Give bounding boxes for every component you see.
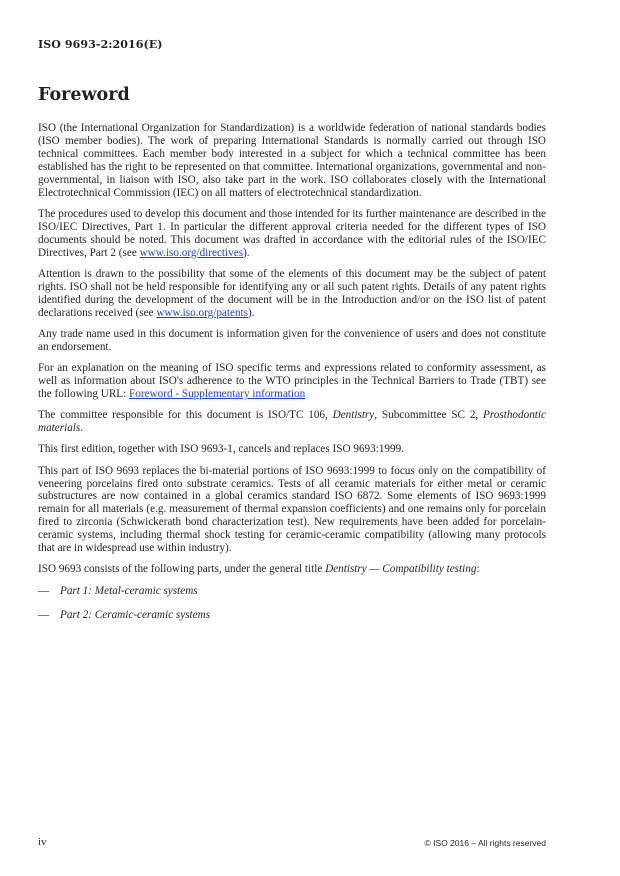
supplementary-info-link[interactable]: Foreword - Supplementary information: [129, 387, 306, 400]
page-number: iv: [38, 836, 47, 848]
part-2-title: Part 2: Ceramic-ceramic systems: [60, 608, 211, 621]
paragraph-procedures-text: The procedures used to develop this document and those intended for its further maintenance are described in the ISO/IEC Directives, Part 1. In particular the different approval criteria needed for the different types of ISO documents should be noted. This document was drafted in accordance with the editorial rules of the ISO/IEC Directives, Part 2 (see: [38, 207, 546, 259]
paragraph-conformity-text: For an explanation on the meaning of ISO specific terms and expressions related to conformity assessment, as well as information about ISO's adherence to the WTO principles in the Technical Barriers to Trade (TBT) see the following URL:: [38, 362, 546, 400]
patents-link[interactable]: www.iso.org/patents: [156, 306, 249, 319]
list-item: [38, 609, 546, 622]
part-1-title: Part 1: Metal-ceramic systems: [60, 584, 198, 597]
paragraph-iso-intro: ISO (the International Organization for Standardization) is a worldwide federation of national standards bodies (ISO member bodies). The work of preparing International Standards is normally carried out through ISO technical committees. Each member body interested in a subject for which a technical committee has been established has the right to be represented on that committee. International organizations, governmental and non-governmental, in liaison with ISO, also take part in the work. ISO collaborates closely with the International Electrotechnical Commission (IEC) on all matters of electrotechnical standardization.: [38, 122, 546, 199]
committee-text-a: The committee responsible for this document is ISO/TC 106,: [38, 409, 333, 422]
paragraph-patents-text: Attention is drawn to the possibility that some of the elements of this document may be the subject of patent rights. ISO shall not be held responsible for identifying any or all such patent rights. Details of any patent rights identified during the development of the document will be in the Introduction and/or on the ISO list of patent declarations received (see: [38, 267, 546, 319]
list-dash: —: [38, 584, 50, 597]
paragraph-parts-intro: [38, 563, 546, 576]
committee-text-c: .: [80, 422, 84, 435]
foreword-body: [38, 122, 546, 633]
directives-link[interactable]: www.iso.org/directives: [139, 246, 244, 259]
parts-intro-end: :: [476, 563, 480, 576]
parts-intro-text: ISO 9693 consists of the following parts, under the general title: [38, 563, 326, 576]
paragraph-procedures: [38, 208, 546, 260]
paragraph-patents-end: ).: [248, 306, 255, 319]
committee-prosthodontic: Prosthodontic materials: [38, 409, 546, 435]
committee-dentistry: Dentistry: [332, 409, 375, 422]
copyright-notice: © ISO 2016 – All rights reserved: [424, 838, 546, 848]
paragraph-conformity: [38, 362, 546, 401]
page-title: Foreword: [38, 85, 130, 105]
paragraph-scope-change: This part of ISO 9693 replaces the bi-material portions of ISO 9693:1999 to focus only on the compatibility of veneering porcelains fired onto substrate ceramics. Tests of all ceramic materials for either metal or ceramic substructures are now contained in a global ceramics standard ISO 6872. Some elements of ISO 9693:1999 remain for all materials (e.g. measurement of thermal expansion coefficients) and one remains only for porcelain fired to zirconia (Schwickerath bond characterization test). New requirements have been added for porcelain-ceramic systems, including thermal shock testing for ceramic-ceramic compatibility (allowing many protocols that are in widespread use within industry).: [38, 464, 546, 555]
parts-list: [38, 585, 546, 622]
committee-text-b: , Subcommittee SC 2,: [374, 409, 484, 422]
list-dash: —: [38, 608, 50, 621]
paragraph-edition: This first edition, together with ISO 9693-1, cancels and replaces ISO 9693:1999.: [38, 443, 405, 456]
paragraph-trade-name: Any trade name used in this document is information given for the convenience of users and does not constitute an endorsement.: [38, 327, 546, 353]
paragraph-procedures-end: ).: [243, 246, 250, 259]
document-id-header: ISO 9693-2:2016(E): [38, 38, 163, 51]
paragraph-committee: [38, 409, 546, 435]
list-item: [38, 585, 546, 598]
paragraph-patents: [38, 268, 546, 320]
parts-general-title: Dentistry — Compatibility testing: [325, 563, 477, 576]
